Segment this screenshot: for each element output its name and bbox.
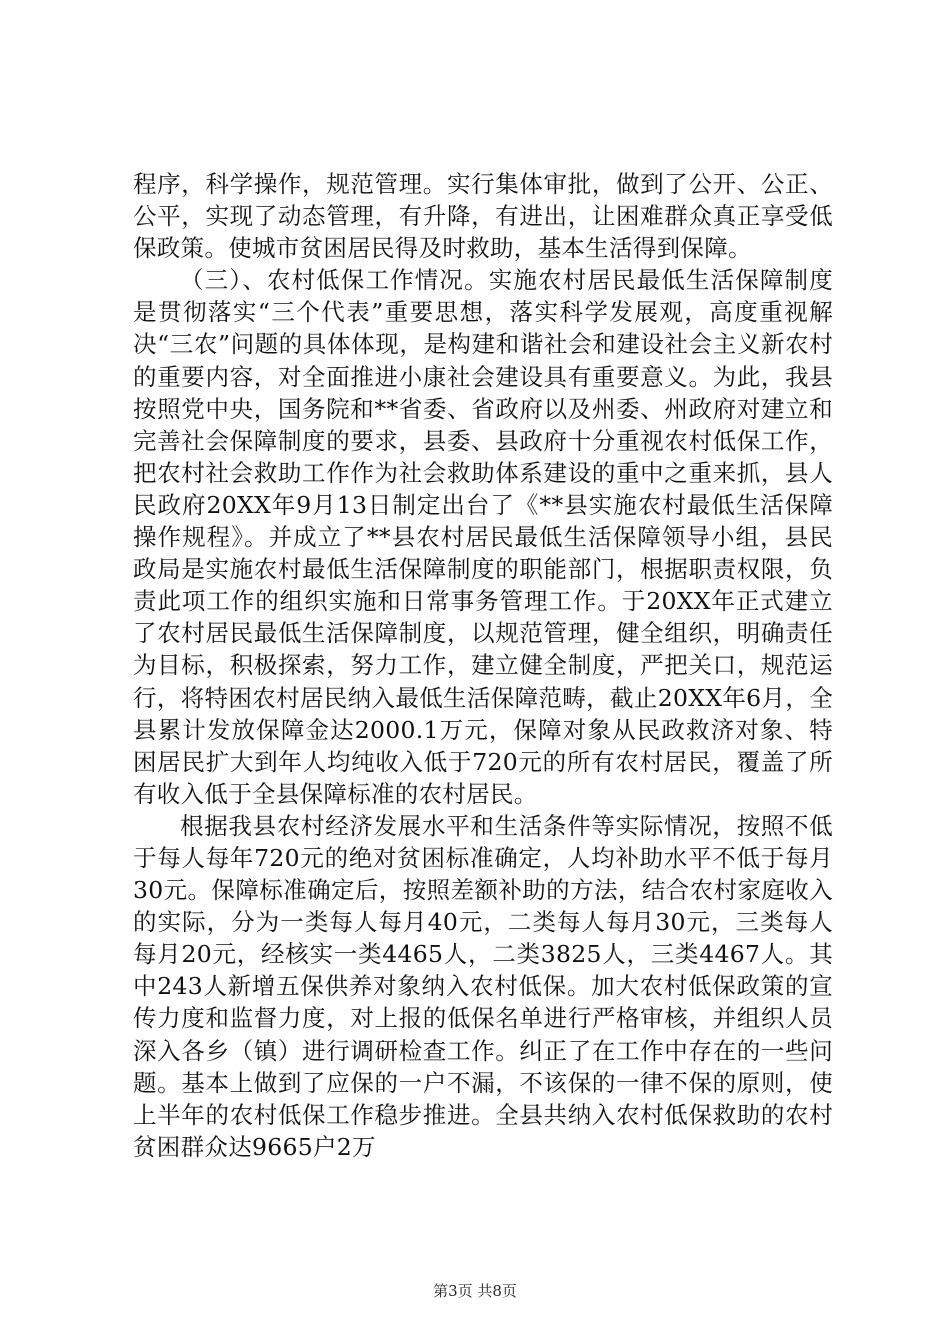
paragraph-rural-subsistence-standards: 根据我县农村经济发展水平和生活条件等实际情况，按照不低于每人每年720元的绝对贫困标准确定，人均补助水平不低于每月30元。保障标准确定后，按照差额补助的方法，结合农村家庭收入的实际，分为一类每人每月40元，二类每人每月30元，三类每人每月20元，经核实一类4465人，二类3825人，三类4467人。其中243人新增五保供养对象纳入农村低保。加大农村低保政策的宣传力度和监督力度，对上报的低保名单进行严格审核，并组织人员深入各乡（镇）进行调研检查工作。纠正了在工作中存在的一些问题。基本上做到了应保的一户不漏，不该保的一律不保的原则，使上半年的农村低保工作稳步推进。全县共纳入农村低保救助的农村贫困群众达9665户2万 [133,811,833,1161]
document-body [133,168,833,1163]
paragraph-rural-subsistence-overview: （三）、农村低保工作情况。实施农村居民最低生活保障制度是贯彻落实“三个代表”重要思想，落实科学发展观，高度重视解决“三农”问题的具体体现，是构建和谐社会和建设社会主义新农村的重要内容，对全面推进小康社会建设具有重要意义。为此，我县按照党中央，国务院和**省委、省政府以及州委、州政府对建立和完善社会保障制度的要求，县委、县政府十分重视农村低保工作，把农村社会救助工作作为社会救助体系建设的重中之重来抓，县人民政府20XX年9月13日制定出台了《**县实施农村最低生活保障操作规程》。并成立了**县农村居民最低生活保障领导小组，县民政局是实施农村最低生活保障制度的职能部门，根据职责权限，负责此项工作的组织实施和日常事务管理工作。于20XX年正式建立了农村居民最低生活保障制度，以规范管理，健全组织，明确责任为目标，积极探索，努力工作，建立健全制度，严把关口，规范运行，将特困农村居民纳入最低生活保障范畴，截止20XX年6月，全县累计发放保障金达2000.1万元，保障对象从民政救济对象、特困居民扩大到年人均纯收入低于720元的所有农村居民，覆盖了所有收入低于全县保障标准的农村居民。 [133,266,833,808]
paragraph-urban-subsistence-continued: 程序，科学操作，规范管理。实行集体审批，做到了公开、公正、公平，实现了动态管理，有升降，有进出，让困难群众真正享受低保政策。使城市贫困居民得及时救助，基本生活得到保障。 [133,170,833,263]
page-number-footer: 第3页 共8页 [433,1282,517,1300]
